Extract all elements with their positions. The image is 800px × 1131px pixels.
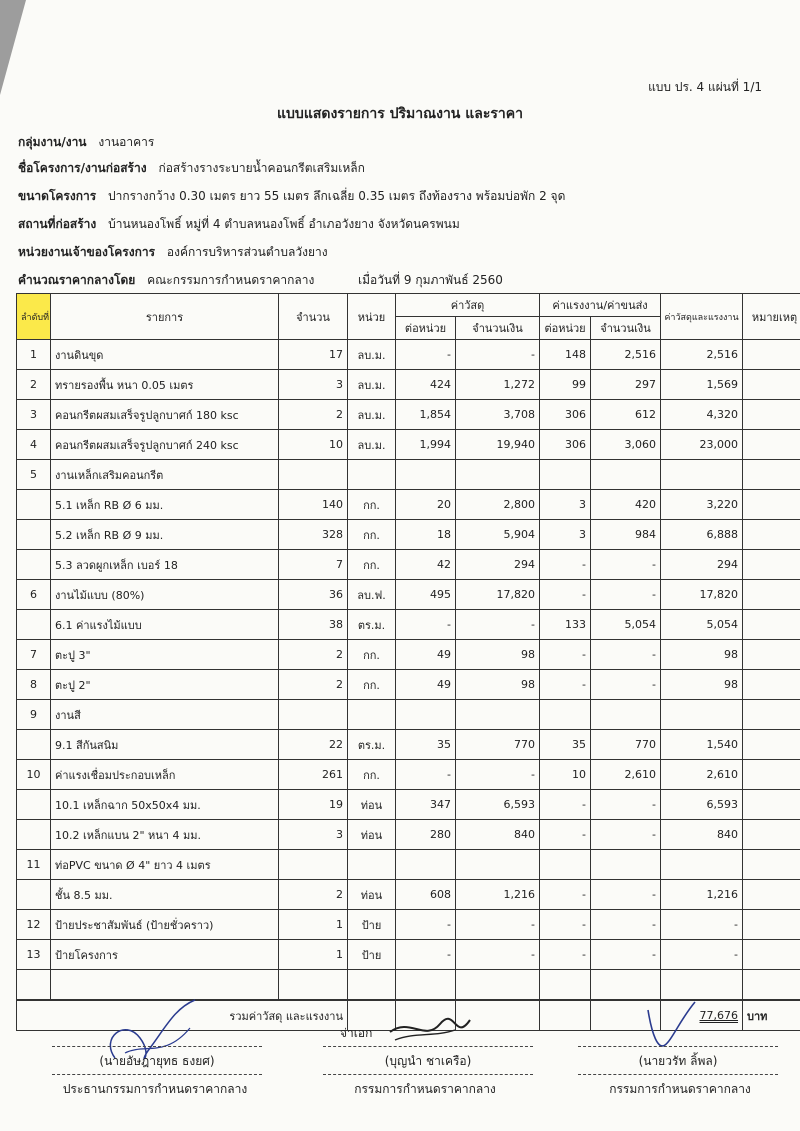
row-qty: 1 [279, 910, 348, 940]
row-note [743, 550, 800, 580]
table-row [17, 790, 800, 820]
row-labor-unit-price: 148 [540, 340, 591, 370]
row-labor-unit-price: 10 [540, 760, 591, 790]
row-labor-amount: 2,516 [591, 340, 661, 370]
row-total: 2,516 [661, 340, 743, 370]
row-material-unit-price: 42 [396, 550, 456, 580]
row-material-unit-price: 1,994 [396, 430, 456, 460]
row-note [743, 670, 800, 700]
folded-corner [0, 0, 26, 95]
row-total: 1,216 [661, 880, 743, 910]
row-labor-unit-price: - [540, 580, 591, 610]
row-note [743, 460, 800, 490]
row-number: 6 [17, 580, 51, 610]
info-size [18, 187, 565, 206]
row-material-amount [456, 700, 540, 730]
row-unit: ลบ.ม. [348, 430, 396, 460]
row-material-unit-price [396, 970, 456, 1001]
row-note [743, 520, 800, 550]
row-number [17, 490, 51, 520]
table-row [17, 670, 800, 700]
signature-2-prefix: จ่าเอก [340, 1026, 373, 1040]
row-note [743, 760, 800, 790]
row-unit [348, 970, 396, 1001]
row-unit: กก. [348, 550, 396, 580]
header-total: ค่าวัสดุและแรงงาน [661, 294, 743, 340]
row-note [743, 640, 800, 670]
row-note [743, 580, 800, 610]
row-total [661, 700, 743, 730]
page-title: แบบแสดงรายการ ปริมาณงาน และราคา [277, 106, 523, 122]
row-note [743, 340, 800, 370]
total-label: รวมค่าวัสดุ และแรงงาน [17, 1000, 348, 1031]
total-unit: บาท [743, 1000, 800, 1031]
row-labor-unit-price: 99 [540, 370, 591, 400]
row-unit: กก. [348, 490, 396, 520]
row-unit: ท่อน [348, 880, 396, 910]
signature-1-role: ประธานกรรมการกำหนดราคากลาง [62, 1082, 248, 1096]
row-number [17, 520, 51, 550]
row-qty: 261 [279, 760, 348, 790]
row-total: 5,054 [661, 610, 743, 640]
row-qty: 3 [279, 820, 348, 850]
row-note [743, 940, 800, 970]
row-total: 6,593 [661, 790, 743, 820]
row-total: - [661, 910, 743, 940]
total-value: 77,676 [661, 1000, 743, 1031]
info-calc [18, 271, 503, 290]
row-labor-amount: 297 [591, 370, 661, 400]
table-row [17, 700, 800, 730]
row-item: ทรายรองพื้น หนา 0.05 เมตร [51, 370, 279, 400]
row-qty [279, 970, 348, 1001]
row-note [743, 850, 800, 880]
row-material-amount: - [456, 610, 540, 640]
row-total [661, 460, 743, 490]
row-item: 10.2 เหล็กแบน 2" หนา 4 มม. [51, 820, 279, 850]
row-material-amount: 98 [456, 670, 540, 700]
header-material-amount: จำนวนเงิน [456, 317, 540, 340]
row-qty: 3 [279, 370, 348, 400]
row-note [743, 370, 800, 400]
table-row [17, 430, 800, 460]
header-unit: หน่วย [348, 294, 396, 340]
info-group [18, 133, 154, 152]
row-material-amount: 840 [456, 820, 540, 850]
owner-label: หน่วยงานเจ้าของโครงการ [18, 245, 156, 259]
table-row [17, 490, 800, 520]
row-unit: ท่อน [348, 820, 396, 850]
row-item: งานไม้แบบ (80%) [51, 580, 279, 610]
row-number [17, 820, 51, 850]
header-index: ลำดับที่ [17, 294, 51, 340]
row-material-amount [456, 460, 540, 490]
row-labor-amount [591, 700, 661, 730]
row-note [743, 610, 800, 640]
row-total [661, 970, 743, 1001]
row-qty: 140 [279, 490, 348, 520]
row-item: คอนกรีตผสมเสร็จรูปลูกบาศก์ 180 ksc [51, 400, 279, 430]
row-item: 10.1 เหล็กฉาก 50x50x4 มม. [51, 790, 279, 820]
row-labor-unit-price [540, 700, 591, 730]
signature-3-name: (นายวรัท ลิ้พล) [638, 1054, 718, 1068]
header-labor: ค่าแรงงาน/ค่าขนส่ง [540, 294, 661, 317]
row-number: 2 [17, 370, 51, 400]
row-number [17, 880, 51, 910]
row-qty: 36 [279, 580, 348, 610]
row-unit: ท่อน [348, 790, 396, 820]
row-material-amount: 2,800 [456, 490, 540, 520]
row-material-unit-price [396, 460, 456, 490]
row-material-unit-price: 424 [396, 370, 456, 400]
table-row [17, 520, 800, 550]
row-unit: กก. [348, 640, 396, 670]
row-material-amount: - [456, 910, 540, 940]
table-row [17, 340, 800, 370]
row-material-unit-price: 608 [396, 880, 456, 910]
row-labor-unit-price: 133 [540, 610, 591, 640]
row-total [661, 850, 743, 880]
row-labor-unit-price: 306 [540, 400, 591, 430]
row-qty: 38 [279, 610, 348, 640]
row-unit: ตร.ม. [348, 730, 396, 760]
row-labor-amount: - [591, 790, 661, 820]
row-unit [348, 850, 396, 880]
row-unit: ตร.ม. [348, 610, 396, 640]
row-material-unit-price: 49 [396, 640, 456, 670]
group-value: งานอาคาร [98, 135, 155, 149]
row-total: 4,320 [661, 400, 743, 430]
row-unit [348, 460, 396, 490]
row-note [743, 430, 800, 460]
row-material-amount: 3,708 [456, 400, 540, 430]
table-row [17, 820, 800, 850]
row-number: 12 [17, 910, 51, 940]
row-item: 6.1 ค่าแรงไม้แบบ [51, 610, 279, 640]
row-qty: 2 [279, 670, 348, 700]
project-value: ก่อสร้างรางระบายน้ำคอนกรีตเสริมเหล็ก [158, 161, 365, 175]
row-item: 5.3 ลวดผูกเหล็ก เบอร์ 18 [51, 550, 279, 580]
table-row [17, 940, 800, 970]
row-labor-unit-price: 3 [540, 490, 591, 520]
row-material-unit-price: 35 [396, 730, 456, 760]
row-item [51, 970, 279, 1001]
row-number: 8 [17, 670, 51, 700]
signature-3-role: กรรมการกำหนดราคากลาง [609, 1082, 751, 1096]
header-item: รายการ [51, 294, 279, 340]
row-item: ท่อPVC ขนาด Ø 4" ยาว 4 เมตร [51, 850, 279, 880]
row-total: 1,569 [661, 370, 743, 400]
header-labor-per-unit: ต่อหน่วย [540, 317, 591, 340]
row-item: ชั้น 8.5 มม. [51, 880, 279, 910]
header-labor-amount: จำนวนเงิน [591, 317, 661, 340]
row-material-unit-price: 1,854 [396, 400, 456, 430]
info-owner [18, 243, 328, 262]
row-labor-unit-price [540, 460, 591, 490]
row-note [743, 970, 800, 1001]
size-label: ขนาดโครงการ [18, 189, 97, 203]
row-labor-amount: - [591, 640, 661, 670]
signature-2-role: กรรมการกำหนดราคากลาง [354, 1082, 496, 1096]
row-labor-amount: - [591, 880, 661, 910]
row-material-amount: 6,593 [456, 790, 540, 820]
row-number: 13 [17, 940, 51, 970]
row-total: 1,540 [661, 730, 743, 760]
row-material-amount: 1,272 [456, 370, 540, 400]
info-site [18, 215, 460, 234]
row-unit: ลบ.ฟ. [348, 580, 396, 610]
boq-body [17, 340, 800, 1001]
row-number: 11 [17, 850, 51, 880]
row-unit: กก. [348, 670, 396, 700]
row-labor-unit-price: - [540, 550, 591, 580]
table-row [17, 460, 800, 490]
row-total: 6,888 [661, 520, 743, 550]
row-qty: 19 [279, 790, 348, 820]
row-note [743, 910, 800, 940]
row-item: งานเหล็กเสริมคอนกรีต [51, 460, 279, 490]
date-value: 9 กุมภาพันธ์ 2560 [403, 273, 503, 287]
row-unit: ป้าย [348, 910, 396, 940]
table-row [17, 580, 800, 610]
row-item: ตะปู 2" [51, 670, 279, 700]
row-material-amount: 1,216 [456, 880, 540, 910]
row-labor-unit-price: - [540, 640, 591, 670]
row-total: 98 [661, 670, 743, 700]
row-labor-unit-price: - [540, 790, 591, 820]
row-item: 5.1 เหล็ก RB Ø 6 มม. [51, 490, 279, 520]
row-material-amount: 770 [456, 730, 540, 760]
row-item: ตะปู 3" [51, 640, 279, 670]
row-note [743, 790, 800, 820]
table-row [17, 550, 800, 580]
row-labor-amount: 3,060 [591, 430, 661, 460]
table-row [17, 910, 800, 940]
header-note: หมายเหตุ [743, 294, 800, 340]
row-material-amount: 17,820 [456, 580, 540, 610]
row-total: - [661, 940, 743, 970]
row-unit: ป้าย [348, 940, 396, 970]
row-qty: 7 [279, 550, 348, 580]
row-labor-unit-price [540, 850, 591, 880]
row-labor-amount: 2,610 [591, 760, 661, 790]
row-total: 23,000 [661, 430, 743, 460]
row-labor-unit-price: 35 [540, 730, 591, 760]
row-material-unit-price: - [396, 910, 456, 940]
row-item: ป้ายประชาสัมพันธ์ (ป้ายชั่วคราว) [51, 910, 279, 940]
row-item: งานดินขุด [51, 340, 279, 370]
row-number: 9 [17, 700, 51, 730]
row-material-unit-price: 49 [396, 670, 456, 700]
row-qty: 1 [279, 940, 348, 970]
row-material-unit-price [396, 700, 456, 730]
header-material-per-unit: ต่อหน่วย [396, 317, 456, 340]
row-material-amount: 19,940 [456, 430, 540, 460]
table-row [17, 400, 800, 430]
signature-2-name: (บุญนำ ชาเครือ) [384, 1054, 472, 1068]
row-material-amount: 5,904 [456, 520, 540, 550]
row-labor-unit-price: - [540, 940, 591, 970]
boq-table [16, 293, 800, 1031]
row-number: 3 [17, 400, 51, 430]
row-material-amount: - [456, 760, 540, 790]
row-labor-amount: - [591, 670, 661, 700]
signature-1-name: (นายอัษฎายุทธ ธงยศ) [99, 1054, 215, 1068]
row-unit [348, 700, 396, 730]
table-row [17, 760, 800, 790]
row-number [17, 970, 51, 1001]
row-total: 2,610 [661, 760, 743, 790]
row-unit: ลบ.ม. [348, 370, 396, 400]
row-number [17, 790, 51, 820]
row-total: 98 [661, 640, 743, 670]
row-labor-amount: 5,054 [591, 610, 661, 640]
row-material-unit-price: - [396, 940, 456, 970]
row-material-amount: 98 [456, 640, 540, 670]
row-item: งานสี [51, 700, 279, 730]
header-qty: จำนวน [279, 294, 348, 340]
table-row [17, 970, 800, 1001]
row-qty: 2 [279, 640, 348, 670]
row-material-amount [456, 970, 540, 1001]
row-note [743, 400, 800, 430]
row-material-unit-price: - [396, 340, 456, 370]
row-unit: ลบ.ม. [348, 400, 396, 430]
row-labor-unit-price: 3 [540, 520, 591, 550]
row-material-unit-price: 20 [396, 490, 456, 520]
row-number: 7 [17, 640, 51, 670]
row-total: 3,220 [661, 490, 743, 520]
table-row [17, 610, 800, 640]
row-total: 840 [661, 820, 743, 850]
row-material-unit-price: 18 [396, 520, 456, 550]
row-unit: กก. [348, 760, 396, 790]
size-value: ปากรางกว้าง 0.30 เมตร ยาว 55 เมตร ลึกเฉลี่ย 0.35 เมตร ถึงท้องราง พร้อมบ่อพัก 2 จุด [108, 189, 566, 203]
row-qty: 22 [279, 730, 348, 760]
header-material: ค่าวัสดุ [396, 294, 540, 317]
table-row [17, 370, 800, 400]
row-material-unit-price [396, 850, 456, 880]
row-labor-amount [591, 460, 661, 490]
row-labor-unit-price: - [540, 880, 591, 910]
row-labor-amount: - [591, 550, 661, 580]
row-labor-amount: 612 [591, 400, 661, 430]
row-item: คอนกรีตผสมเสร็จรูปลูกบาศก์ 240 ksc [51, 430, 279, 460]
calc-value: คณะกรรมการกำหนดราคากลาง [147, 273, 315, 287]
table-row [17, 640, 800, 670]
row-number [17, 730, 51, 760]
row-material-unit-price: - [396, 610, 456, 640]
row-unit: กก. [348, 520, 396, 550]
row-labor-amount [591, 970, 661, 1001]
row-material-amount [456, 850, 540, 880]
row-qty [279, 850, 348, 880]
row-material-unit-price: 495 [396, 580, 456, 610]
row-labor-amount: 420 [591, 490, 661, 520]
row-number [17, 550, 51, 580]
row-total: 294 [661, 550, 743, 580]
row-unit: ลบ.ม. [348, 340, 396, 370]
table-row [17, 850, 800, 880]
row-number: 4 [17, 430, 51, 460]
row-note [743, 700, 800, 730]
row-material-amount: 294 [456, 550, 540, 580]
info-project [18, 159, 365, 178]
row-labor-amount [591, 850, 661, 880]
row-labor-unit-price: - [540, 820, 591, 850]
row-qty: 10 [279, 430, 348, 460]
row-note [743, 820, 800, 850]
row-note [743, 490, 800, 520]
row-material-amount: - [456, 340, 540, 370]
row-number: 10 [17, 760, 51, 790]
row-qty [279, 700, 348, 730]
row-number: 1 [17, 340, 51, 370]
row-labor-amount: - [591, 820, 661, 850]
row-qty: 2 [279, 400, 348, 430]
row-number: 5 [17, 460, 51, 490]
row-labor-amount: 984 [591, 520, 661, 550]
group-label: กลุ่มงาน/งาน [18, 135, 87, 149]
row-qty: 328 [279, 520, 348, 550]
row-item: 9.1 สีกันสนิม [51, 730, 279, 760]
table-row [17, 880, 800, 910]
owner-value: องค์การบริหารส่วนตำบลวังยาง [166, 245, 328, 259]
form-number: แบบ ปร. 4 แผ่นที่ 1/1 [648, 80, 762, 94]
row-material-unit-price: 347 [396, 790, 456, 820]
row-item: ค่าแรงเชื่อมประกอบเหล็ก [51, 760, 279, 790]
row-material-amount: - [456, 940, 540, 970]
row-number [17, 610, 51, 640]
row-qty [279, 460, 348, 490]
row-labor-amount: - [591, 910, 661, 940]
row-labor-amount: - [591, 580, 661, 610]
row-note [743, 730, 800, 760]
project-label: ชื่อโครงการ/งานก่อสร้าง [18, 161, 147, 175]
row-qty: 2 [279, 880, 348, 910]
row-item: ป้ายโครงการ [51, 940, 279, 970]
date-label: เมื่อวันที่ [357, 273, 401, 287]
row-material-unit-price: 280 [396, 820, 456, 850]
row-note [743, 880, 800, 910]
row-labor-unit-price: 306 [540, 430, 591, 460]
calc-label: คำนวณราคากลางโดย [18, 273, 136, 287]
row-item: 5.2 เหล็ก RB Ø 9 มม. [51, 520, 279, 550]
row-labor-amount: - [591, 940, 661, 970]
row-qty: 17 [279, 340, 348, 370]
site-label: สถานที่ก่อสร้าง [18, 217, 97, 231]
row-material-unit-price: - [396, 760, 456, 790]
row-labor-unit-price [540, 970, 591, 1001]
row-labor-unit-price: - [540, 910, 591, 940]
row-total: 17,820 [661, 580, 743, 610]
table-row [17, 730, 800, 760]
site-value: บ้านหนองโพธิ์ หมู่ที่ 4 ตำบลหนองโพธิ์ อำเภอวังยาง จังหวัดนครพนม [108, 217, 460, 231]
row-labor-amount: 770 [591, 730, 661, 760]
row-labor-unit-price: - [540, 670, 591, 700]
